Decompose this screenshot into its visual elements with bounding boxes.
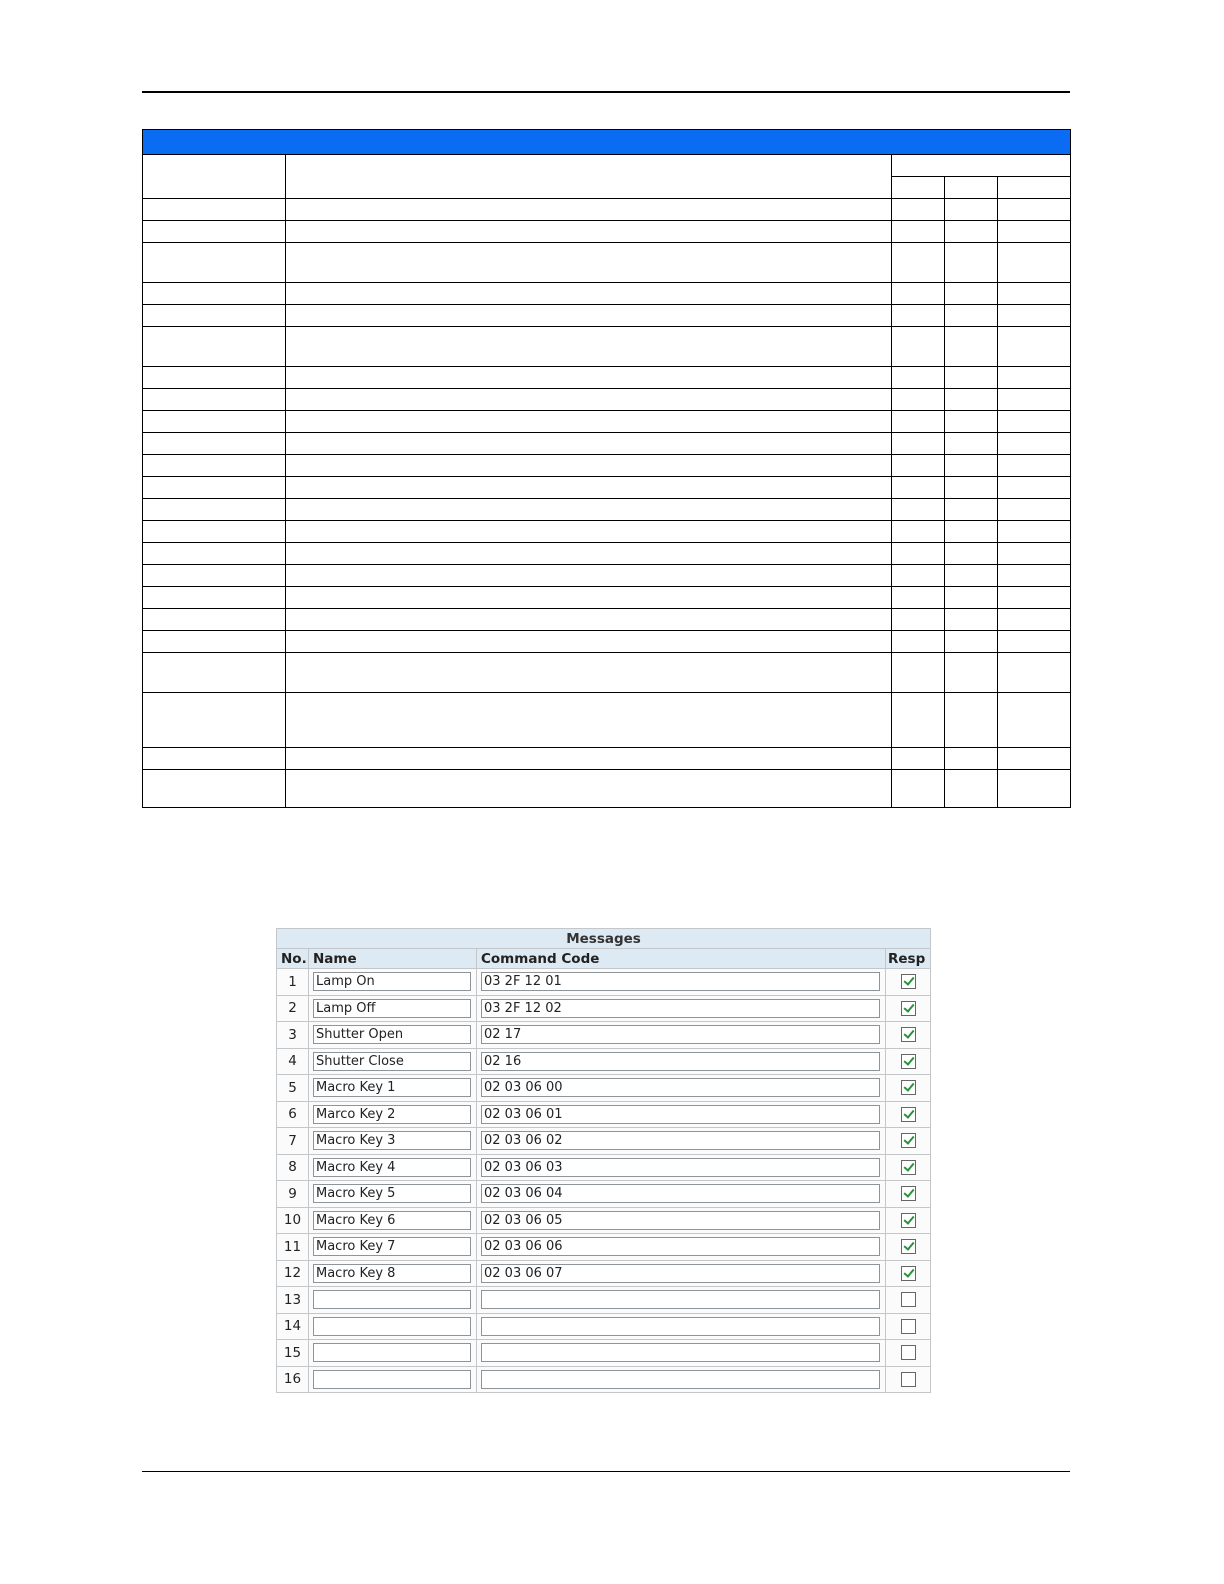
command-code-cell bbox=[477, 1101, 886, 1128]
message-row bbox=[277, 1101, 931, 1128]
command-code-cell bbox=[477, 1048, 886, 1075]
resp-checkbox[interactable] bbox=[901, 1186, 916, 1201]
message-number: 14 bbox=[277, 1313, 309, 1340]
message-name-field[interactable]: Shutter Open bbox=[313, 1025, 471, 1044]
command-code-field[interactable]: 03 2F 12 02 bbox=[481, 999, 880, 1018]
resp-checkbox[interactable] bbox=[901, 1133, 916, 1148]
command-code-field[interactable]: 02 03 06 03 bbox=[481, 1158, 880, 1177]
resp-checkbox[interactable] bbox=[901, 1345, 916, 1360]
message-name-field[interactable]: Macro Key 7 bbox=[313, 1237, 471, 1256]
resp-checkbox[interactable] bbox=[901, 1160, 916, 1175]
command-code-field[interactable]: 02 17 bbox=[481, 1025, 880, 1044]
resp-checkbox[interactable] bbox=[901, 1319, 916, 1334]
message-name-cell bbox=[309, 1234, 477, 1261]
command-code-cell bbox=[477, 1287, 886, 1314]
table-row bbox=[143, 221, 1071, 243]
message-row bbox=[277, 1128, 931, 1155]
resp-cell bbox=[886, 1101, 931, 1128]
command-code-cell bbox=[477, 1181, 886, 1208]
message-number: 11 bbox=[277, 1234, 309, 1261]
message-name-cell bbox=[309, 1101, 477, 1128]
resp-cell bbox=[886, 1154, 931, 1181]
resp-cell bbox=[886, 1287, 931, 1314]
message-row bbox=[277, 1313, 931, 1340]
resp-checkbox[interactable] bbox=[901, 1080, 916, 1095]
message-name-field[interactable]: Macro Key 4 bbox=[313, 1158, 471, 1177]
message-name-field[interactable]: Macro Key 1 bbox=[313, 1078, 471, 1097]
messages-rows bbox=[277, 969, 931, 1393]
resp-cell bbox=[886, 995, 931, 1022]
command-code-field[interactable]: 02 03 06 05 bbox=[481, 1211, 880, 1230]
command-code-cell bbox=[477, 1260, 886, 1287]
resp-cell bbox=[886, 1048, 931, 1075]
table-row bbox=[143, 543, 1071, 565]
command-code-cell bbox=[477, 1128, 886, 1155]
message-name-cell bbox=[309, 1181, 477, 1208]
command-code-field[interactable]: 02 03 06 01 bbox=[481, 1105, 880, 1124]
message-name-cell bbox=[309, 1260, 477, 1287]
resp-checkbox[interactable] bbox=[901, 1292, 916, 1307]
table-row bbox=[143, 693, 1071, 748]
command-code-field[interactable]: 02 03 06 06 bbox=[481, 1237, 880, 1256]
command-code-field[interactable]: 02 03 06 04 bbox=[481, 1184, 880, 1203]
message-name-cell bbox=[309, 1154, 477, 1181]
table-row bbox=[143, 587, 1071, 609]
messages-title-row bbox=[277, 929, 931, 949]
resp-checkbox[interactable] bbox=[901, 974, 916, 989]
resp-cell bbox=[886, 1260, 931, 1287]
messages-title: Messages bbox=[277, 929, 931, 949]
message-name-field[interactable] bbox=[313, 1343, 471, 1362]
table-row bbox=[143, 389, 1071, 411]
table-row bbox=[143, 283, 1071, 305]
command-code-cell bbox=[477, 1075, 886, 1102]
footer-rule bbox=[142, 1471, 1070, 1472]
resp-cell bbox=[886, 1207, 931, 1234]
command-code-cell bbox=[477, 1234, 886, 1261]
message-number: 3 bbox=[277, 1022, 309, 1049]
table-row bbox=[143, 367, 1071, 389]
column-header-name: Name bbox=[309, 949, 477, 969]
resp-cell bbox=[886, 1234, 931, 1261]
resp-checkbox[interactable] bbox=[901, 1107, 916, 1122]
message-row bbox=[277, 1075, 931, 1102]
message-number: 15 bbox=[277, 1340, 309, 1367]
message-row bbox=[277, 1340, 931, 1367]
message-name-cell bbox=[309, 1075, 477, 1102]
table-row bbox=[143, 433, 1071, 455]
message-row bbox=[277, 995, 931, 1022]
resp-checkbox[interactable] bbox=[901, 1027, 916, 1042]
message-number: 13 bbox=[277, 1287, 309, 1314]
resp-checkbox[interactable] bbox=[901, 1054, 916, 1069]
table-row bbox=[143, 609, 1071, 631]
resp-checkbox[interactable] bbox=[901, 1266, 916, 1281]
message-name-field[interactable]: Macro Key 6 bbox=[313, 1211, 471, 1230]
table-row bbox=[143, 199, 1071, 221]
table-row bbox=[143, 631, 1071, 653]
command-code-field[interactable]: 03 2F 12 01 bbox=[481, 972, 880, 991]
command-code-cell bbox=[477, 1154, 886, 1181]
message-name-field[interactable] bbox=[313, 1290, 471, 1309]
message-name-cell bbox=[309, 969, 477, 996]
message-name-cell bbox=[309, 995, 477, 1022]
resp-checkbox[interactable] bbox=[901, 1213, 916, 1228]
message-row bbox=[277, 1287, 931, 1314]
resp-cell bbox=[886, 1022, 931, 1049]
command-code-cell bbox=[477, 1207, 886, 1234]
command-code-field[interactable]: 02 16 bbox=[481, 1052, 880, 1071]
message-name-cell bbox=[309, 1207, 477, 1234]
table-row bbox=[143, 243, 1071, 283]
table-row bbox=[143, 477, 1071, 499]
command-code-cell bbox=[477, 1366, 886, 1393]
resp-checkbox[interactable] bbox=[901, 1372, 916, 1387]
message-name-field[interactable] bbox=[313, 1370, 471, 1389]
message-number: 16 bbox=[277, 1366, 309, 1393]
message-name-cell bbox=[309, 1048, 477, 1075]
message-name-field[interactable]: Macro Key 8 bbox=[313, 1264, 471, 1283]
table-row bbox=[143, 305, 1071, 327]
command-code-cell bbox=[477, 1340, 886, 1367]
table-header-band bbox=[143, 130, 1071, 155]
message-name-field[interactable] bbox=[313, 1317, 471, 1336]
resp-cell bbox=[886, 1366, 931, 1393]
message-number: 1 bbox=[277, 969, 309, 996]
command-code-field[interactable]: 02 03 06 00 bbox=[481, 1078, 880, 1097]
message-name-field[interactable]: Lamp Off bbox=[313, 999, 471, 1018]
message-number: 7 bbox=[277, 1128, 309, 1155]
message-name-cell bbox=[309, 1313, 477, 1340]
messages-panel bbox=[276, 928, 931, 1393]
table-row bbox=[143, 565, 1071, 587]
message-name-cell bbox=[309, 1366, 477, 1393]
resp-cell bbox=[886, 969, 931, 996]
message-name-cell bbox=[309, 1287, 477, 1314]
message-row bbox=[277, 1207, 931, 1234]
message-number: 5 bbox=[277, 1075, 309, 1102]
table-row bbox=[143, 455, 1071, 477]
message-row bbox=[277, 969, 931, 996]
message-row bbox=[277, 1048, 931, 1075]
message-row bbox=[277, 1154, 931, 1181]
message-name-field[interactable]: Lamp On bbox=[313, 972, 471, 991]
table-row bbox=[143, 748, 1071, 770]
command-code-cell bbox=[477, 969, 886, 996]
message-number: 6 bbox=[277, 1101, 309, 1128]
message-number: 2 bbox=[277, 995, 309, 1022]
resp-cell bbox=[886, 1128, 931, 1155]
message-row bbox=[277, 1234, 931, 1261]
resp-checkbox[interactable] bbox=[901, 1001, 916, 1016]
message-name-cell bbox=[309, 1128, 477, 1155]
messages-column-headers bbox=[277, 949, 931, 969]
message-number: 10 bbox=[277, 1207, 309, 1234]
command-code-field[interactable] bbox=[481, 1370, 880, 1389]
resp-cell bbox=[886, 1181, 931, 1208]
command-code-cell bbox=[477, 995, 886, 1022]
resp-cell bbox=[886, 1340, 931, 1367]
column-header-resp: Resp bbox=[886, 949, 931, 969]
blank-command-table bbox=[142, 129, 1071, 808]
message-name-field[interactable]: Marco Key 2 bbox=[313, 1105, 471, 1124]
resp-checkbox[interactable] bbox=[901, 1239, 916, 1254]
table-row bbox=[143, 411, 1071, 433]
table-row bbox=[143, 653, 1071, 693]
column-header-command-code: Command Code bbox=[477, 949, 886, 969]
command-code-field[interactable] bbox=[481, 1317, 880, 1336]
message-name-field[interactable]: Macro Key 3 bbox=[313, 1131, 471, 1150]
command-code-field[interactable] bbox=[481, 1343, 880, 1362]
message-row bbox=[277, 1366, 931, 1393]
message-number: 12 bbox=[277, 1260, 309, 1287]
message-number: 8 bbox=[277, 1154, 309, 1181]
resp-cell bbox=[886, 1313, 931, 1340]
table-row bbox=[143, 770, 1071, 808]
message-row bbox=[277, 1260, 931, 1287]
table-row bbox=[143, 521, 1071, 543]
resp-cell bbox=[886, 1075, 931, 1102]
header-rule bbox=[142, 91, 1070, 93]
message-name-cell bbox=[309, 1022, 477, 1049]
table-row bbox=[143, 155, 1071, 177]
message-number: 4 bbox=[277, 1048, 309, 1075]
table-row bbox=[143, 499, 1071, 521]
command-code-field[interactable]: 02 03 06 07 bbox=[481, 1264, 880, 1283]
command-code-field[interactable]: 02 03 06 02 bbox=[481, 1131, 880, 1150]
message-name-field[interactable]: Macro Key 5 bbox=[313, 1184, 471, 1203]
message-name-cell bbox=[309, 1340, 477, 1367]
table-row bbox=[143, 327, 1071, 367]
message-row bbox=[277, 1022, 931, 1049]
command-code-cell bbox=[477, 1022, 886, 1049]
message-number: 9 bbox=[277, 1181, 309, 1208]
message-name-field[interactable]: Shutter Close bbox=[313, 1052, 471, 1071]
command-code-field[interactable] bbox=[481, 1290, 880, 1309]
column-header-no: No. bbox=[277, 949, 309, 969]
command-code-cell bbox=[477, 1313, 886, 1340]
message-row bbox=[277, 1181, 931, 1208]
